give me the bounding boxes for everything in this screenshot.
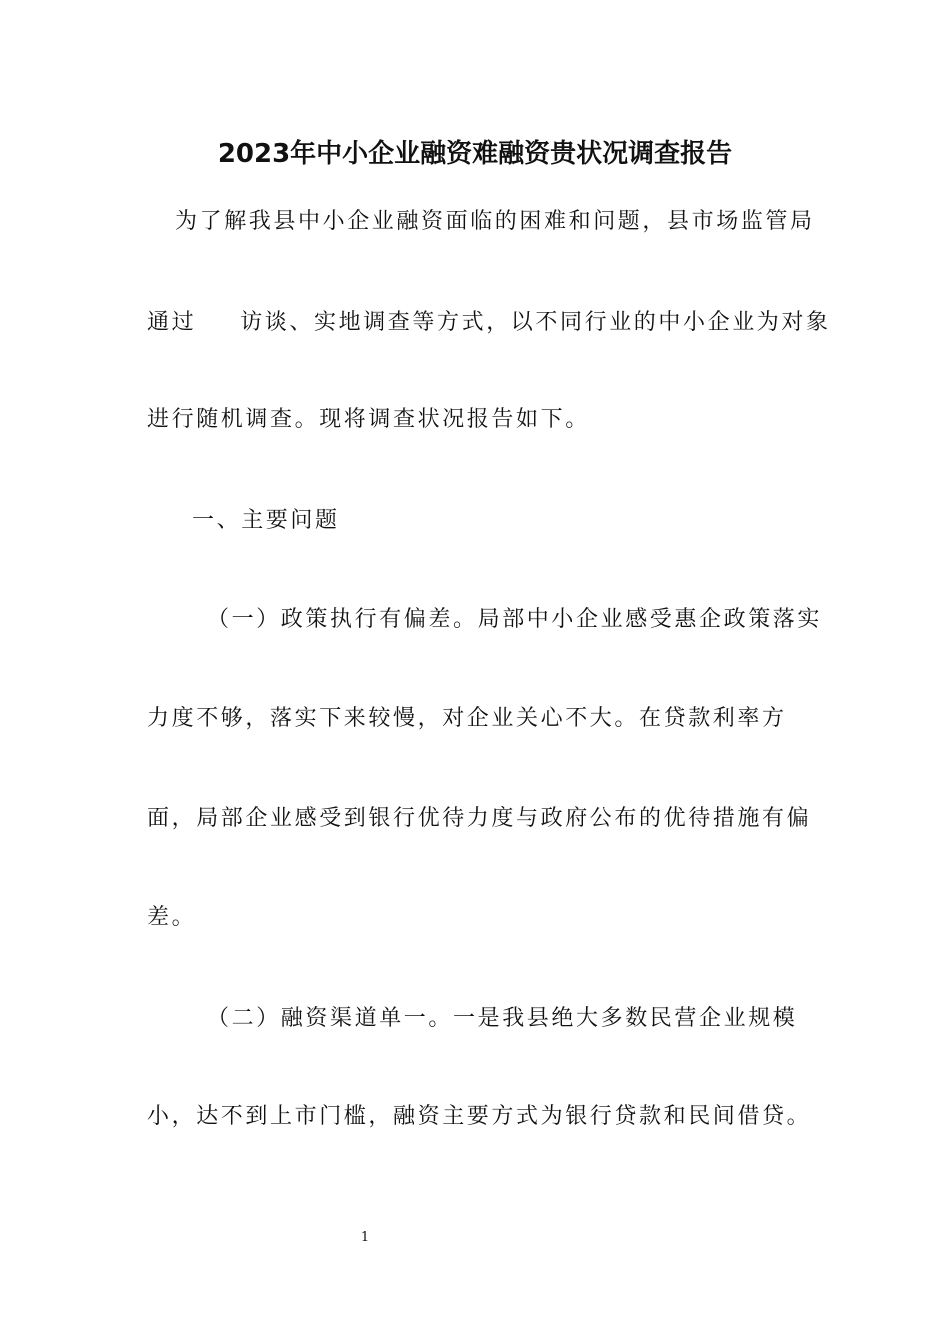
paragraph-line: 小，达不到上市门槛，融资主要方式为银行贷款和民间借贷。: [147, 1104, 812, 1129]
paragraph-line-start: 通过: [147, 310, 197, 335]
paragraph-line: （一）政策执行有偏差。局部中小企业感受惠企政策落实: [207, 607, 823, 632]
paragraph-line: 面，局部企业感受到银行优待力度与政府公布的优待措施有偏: [147, 806, 812, 831]
paragraph-line: （二）融资渠道单一。一是我县绝大多数民营企业规模: [207, 1006, 798, 1031]
paragraph-line: 为了解我县中小企业融资面临的困难和问题，县市场监管局: [175, 209, 815, 234]
page-number: 1: [360, 1230, 370, 1245]
document-title: 2023年中小企业融资难融资贵状况调查报告: [217, 139, 733, 169]
paragraph-line: 力度不够，落实下来较慢，对企业关心不大。在贷款利率方: [147, 706, 787, 731]
section-heading: 一、主要问题: [192, 508, 340, 533]
paragraph-line: [147, 307, 831, 339]
paragraph-line: 差。: [147, 905, 197, 930]
paragraph-line: 进行随机调查。现将调查状况报告如下。: [147, 407, 590, 432]
paragraph-line-continuation: 访谈、实地调查等方式，以不同行业的中小企业为对象: [240, 310, 831, 335]
